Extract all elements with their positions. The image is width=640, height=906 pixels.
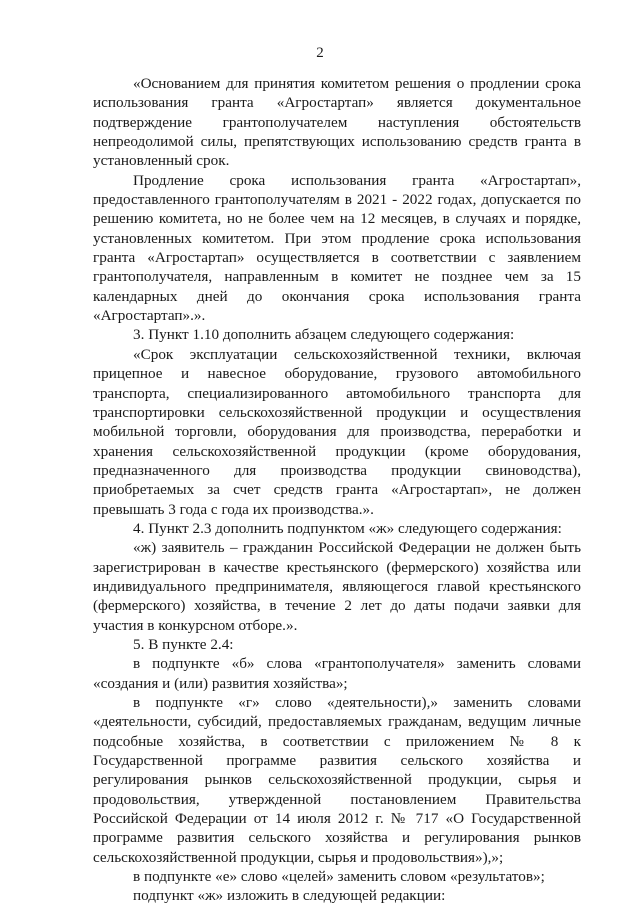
page-number: 2 [316, 45, 324, 61]
paragraph-subitem-g: в подпункте «г» слово «деятельности),» заменить словами «деятельности, субсидий, предоставляемых гражданам, ведущим личные подсобные хозяйства, в соответствии с приложением № 8 к Государственной программе развития сельского хозяйства и регулирования рынков сельскохозяйственной продукции, сырья и продовольствия, утвержденной постановлением Правительства Российской Федерации от 14 июля 2012 г. № 717 «О Государственной программе развития сельского хозяйства и регулирования рынков сельскохозяйственной продукции, сырья и продовольствия»),»; [93, 694, 581, 866]
paragraph-grant-extension-terms: Продление срока использования гранта «Агростартап», предоставленного грантополучателям в 2021 - 2022 годах, допускается по решению комитета, но не более чем на 12 месяцев, в случаях и порядке, установленных комитетом. При этом продление срока использования гранта «Агростартап» осуществляется в соответствии с заявлением грантополучателя, направленным в комитет не позднее чем за 15 календарных дней до окончания срока использования гранта «Агростартап».». [93, 171, 581, 325]
paragraph-subitem-zh: «ж) заявитель – гражданин Российской Федерации не должен быть зарегистрирован в качестве крестьянского (фермерского) хозяйства или индивидуального предпринимателя, являющегося главой крестьянского (фермерского) хозяйства, в течение 2 лет до даты подачи заявки для участия в конкурсном отборе.». [93, 539, 581, 634]
paragraph-grant-extension-basis: «Основанием для принятия комитетом решения о продлении срока использования гранта «Агростартап» является документальное подтверждение грантополучателем наступления обстоятельств непреодолимой силы, препятствующих использованию средств гранта в установленный срок. [93, 75, 581, 170]
paragraph-item-5: 5. В пункте 2.4: [133, 635, 234, 653]
paragraph-item-3: 3. Пункт 1.10 дополнить абзацем следующего содержания: [133, 326, 515, 344]
paragraph-subitem-zh-edition: подпункт «ж» изложить в следующей редакции: [133, 887, 446, 905]
paragraph-item-4: 4. Пункт 2.3 дополнить подпунктом «ж» следующего содержания: [133, 519, 562, 537]
document-body [93, 74, 581, 906]
paragraph-equipment-lifetime: «Срок эксплуатации сельскохозяйственной техники, включая прицепное и навесное оборудование, грузового автомобильного транспорта, специализированного автомобильного транспорта для транспортировки сельскохозяйственной продукции и осуществления мобильной торговли, оборудования для производства, переработки и хранения сельскохозяйственной продукции (кроме оборудования, предназначенного для производства продукции свиноводства), приобретаемых за счет средств гранта «Агростартап», не должен превышать 3 года с года их производства.». [93, 345, 581, 518]
paragraph-subitem-b: в подпункте «б» слова «грантополучателя» заменить словами «создания и (или) развития хозяйства»; [93, 655, 581, 692]
paragraph-subitem-e: в подпункте «е» слово «целей» заменить словом «результатов»; [133, 868, 545, 886]
